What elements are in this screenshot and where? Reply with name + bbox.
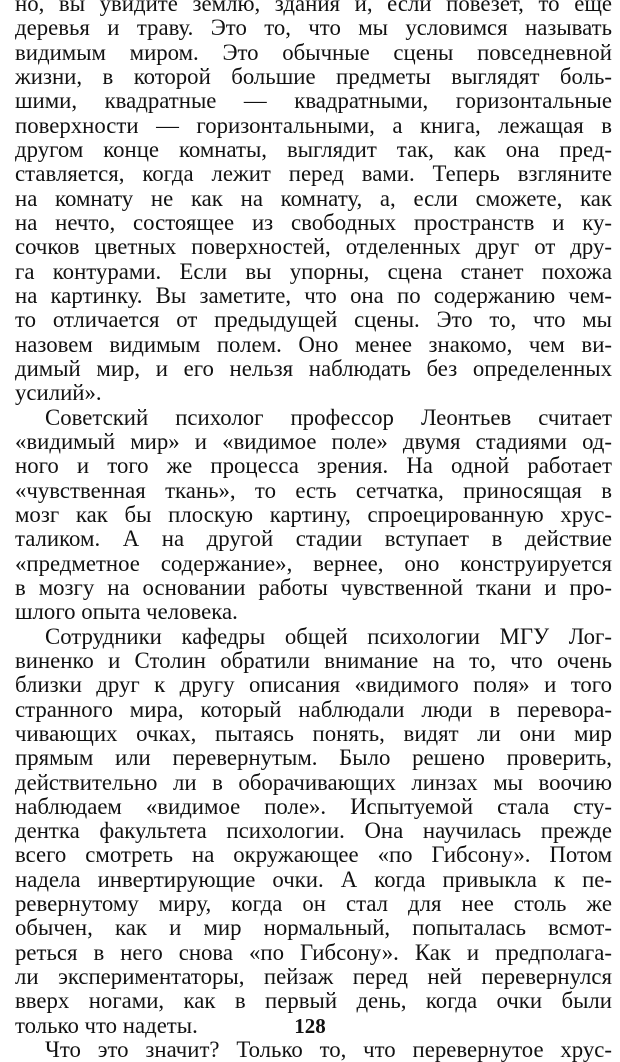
text-line: Что это значит? Только то, что перевернутое хрус- bbox=[45, 1038, 612, 1062]
text-line: дентка факультета психологии. Она научилась прежде bbox=[15, 819, 612, 844]
text-line: прямым или перевернутым. Было решено проверить, bbox=[15, 746, 612, 771]
text-line: поверхности — горизонтальными, а книга, лежащая в bbox=[15, 113, 612, 138]
text-line: видимым миром. Это обычные сцены повседневной bbox=[15, 40, 612, 65]
text-line: наблюдаем «видимое поле». Испытуемой стала сту- bbox=[15, 794, 612, 819]
text-line: ревернутому миру, когда он стал для нее столь же bbox=[15, 892, 612, 917]
text-line: но, вы увидите землю, здания и, если повезет, то еще bbox=[15, 0, 612, 16]
text-line: усилий». bbox=[15, 381, 102, 406]
text-line: другом конце комнаты, выглядит так, как она пред- bbox=[15, 137, 612, 162]
text-line: шими, квадратные — квадратными, горизонтальные bbox=[15, 89, 612, 114]
text-line: «видимый мир» и «видимое поле» двумя стадиями од- bbox=[15, 429, 612, 454]
text-line: Сотрудники кафедры общей психологии МГУ Лог- bbox=[45, 624, 612, 649]
text-line: надела инвертирующие очки. А когда привыкла к пе- bbox=[15, 867, 612, 892]
body-text bbox=[15, 0, 612, 1062]
page-number: 128 bbox=[294, 1014, 326, 1038]
text-line: ного и того же процесса зрения. На одной работает bbox=[15, 454, 612, 479]
text-line: то отличается от предыдущей сцены. Это то, что мы bbox=[15, 308, 612, 333]
text-line: димый мир, и его нельзя наблюдать без определенных bbox=[15, 356, 612, 381]
text-line: вверх ногами, как в первый день, когда очки были bbox=[15, 989, 612, 1014]
text-line: га контурами. Если вы упорны, сцена станет похожа bbox=[15, 259, 612, 284]
text-line: близки друг к другу описания «видимого поля» и того bbox=[15, 673, 612, 698]
text-line: «чувственная ткань», то есть сетчатка, приносящая в bbox=[15, 478, 612, 503]
text-line: назовем видимым полем. Оно менее знакомо, чем ви- bbox=[15, 332, 612, 357]
text-line: в мозгу на основании работы чувственной ткани и про- bbox=[15, 575, 612, 600]
text-line: шлого опыта человека. bbox=[15, 600, 238, 625]
text-line: мозг как бы плоскую картину, спроецированную хрус- bbox=[15, 502, 612, 527]
text-line: чивающих очках, пытаясь понять, видят ли они мир bbox=[15, 721, 612, 746]
text-line: таликом. А на другой стадии вступает в действие bbox=[15, 527, 612, 552]
text-line: ставляется, когда лежит перед вами. Теперь взгляните bbox=[15, 162, 612, 187]
text-line: сочков цветных поверхностей, отделенных друг от дру- bbox=[15, 235, 612, 260]
text-line: ли экспериментаторы, пейзаж перед ней перевернулся bbox=[15, 965, 612, 990]
text-line: «предметное содержание», вернее, оно конструируется bbox=[15, 551, 612, 576]
text-line: на комнату не как на комнату, а, если сможете, как bbox=[15, 186, 612, 211]
text-line: деревья и траву. Это то, что мы условимся называть bbox=[15, 16, 612, 41]
text-line: обычен, как и мир нормальный, попыталась всмот- bbox=[15, 916, 612, 941]
text-line: действительно ли в оборачивающих линзах мы воочию bbox=[15, 770, 612, 795]
text-line: на картинку. Вы заметите, что она по содержанию чем- bbox=[15, 283, 612, 308]
text-line: виненко и Столин обратили внимание на то, что очень bbox=[15, 648, 612, 673]
text-line: всего смотреть на окружающее «по Гибсону». Потом bbox=[15, 843, 612, 868]
text-line: жизни, в которой большие предметы выглядят боль- bbox=[15, 64, 612, 89]
text-line: на нечто, состоящее из свободных пространств и ку- bbox=[15, 210, 612, 235]
text-line: странного мира, который наблюдали люди в перевора- bbox=[15, 697, 612, 722]
text-line: реться в него снова «по Гибсону». Как и предполага- bbox=[15, 940, 612, 965]
text-line: Советский психолог профессор Леонтьев считает bbox=[45, 405, 612, 430]
text-line: только что надеты. bbox=[15, 1013, 198, 1038]
